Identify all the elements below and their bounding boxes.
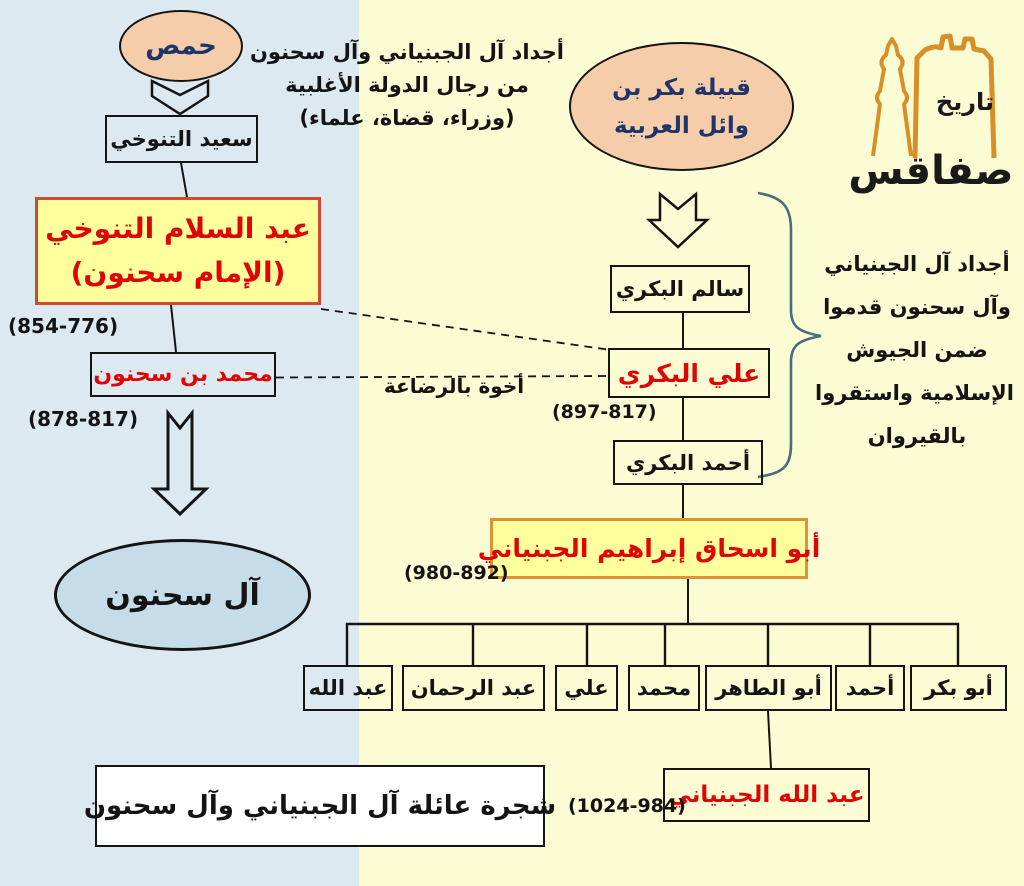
node-child-abou-bakr: أبو بكر — [910, 665, 1007, 711]
node-abdallah-jebeniani: عبد الله الجبنياني — [663, 768, 870, 822]
node-ali-bakri: علي البكري — [608, 348, 770, 398]
dates-ali-bakri: (897-817) — [552, 401, 657, 423]
node-abdessalam-tanukhi-imam-sahnoun — [35, 197, 321, 305]
note-line: بالقيروان — [867, 424, 967, 448]
note-line: (وزراء، قضاة، علماء) — [299, 106, 515, 130]
node-child-abou-tahir: أبو الطاهر — [705, 665, 832, 711]
dates-mohamed-ben-sahnoun: (878-817) — [28, 407, 139, 431]
minaret-icon — [873, 39, 911, 156]
note-line: ضمن الجيوش — [846, 338, 988, 362]
node-label-line1: عبد السلام التنوخي — [45, 212, 311, 245]
node-child-ali: علي — [555, 665, 618, 711]
node-bakr-tribe — [569, 42, 794, 171]
node-child-mohamed: محمد — [628, 665, 700, 711]
note-line: أجداد آل الجبنياني — [824, 252, 1010, 276]
node-label-line2: (الإمام سحنون) — [70, 256, 286, 289]
tarikh-sfax-logo — [845, 8, 1017, 200]
node-mohamed-ben-sahnoun: محمد بن سحنون — [90, 352, 276, 397]
node-al-sahnoun-family: آل سحنون — [54, 539, 311, 651]
node-child-abdallah: عبد الله — [303, 665, 393, 711]
node-salem-bakri: سالم البكري — [610, 265, 750, 313]
diagram-title: شجرة عائلة آل الجبنياني وآل سحنون — [95, 765, 545, 847]
node-said-tanukhi: سعيد التنوخي — [105, 115, 258, 163]
node-homs: حمص — [119, 10, 243, 82]
right-ancestors-note — [815, 243, 1014, 458]
node-child-ahmed: أحمد — [835, 665, 905, 711]
note-line: من رجال الدولة الأغلبية — [285, 73, 529, 97]
logo-text-bottom: صفاقس — [848, 148, 1014, 194]
node-child-abderrahman: عبد الرحمان — [402, 665, 545, 711]
dates-abdallah-jebeniani: (1024-984) — [568, 795, 686, 817]
node-ahmed-bakri: أحمد البكري — [613, 440, 763, 485]
note-line: وآل سحنون قدموا — [823, 295, 1011, 319]
dates-abou-ishaq: (980-892) — [404, 562, 509, 584]
milk-brothers-label: أخوة بالرضاعة — [383, 374, 525, 398]
node-label-line2: وائل العربية — [613, 112, 750, 139]
note-line: أجداد آل الجبنياني وآل سحنون — [250, 40, 564, 64]
node-abou-ishaq-jebeniani: أبو اسحاق إبراهيم الجبنياني — [490, 518, 808, 579]
logo-text-top: تاريخ — [935, 88, 995, 116]
note-line: الإسلامية واستقروا — [815, 381, 1014, 405]
dates-abdessalam: (854-776) — [8, 314, 119, 338]
top-ancestors-note — [242, 36, 572, 135]
node-label-line1: قبيلة بكر بن — [612, 74, 751, 101]
